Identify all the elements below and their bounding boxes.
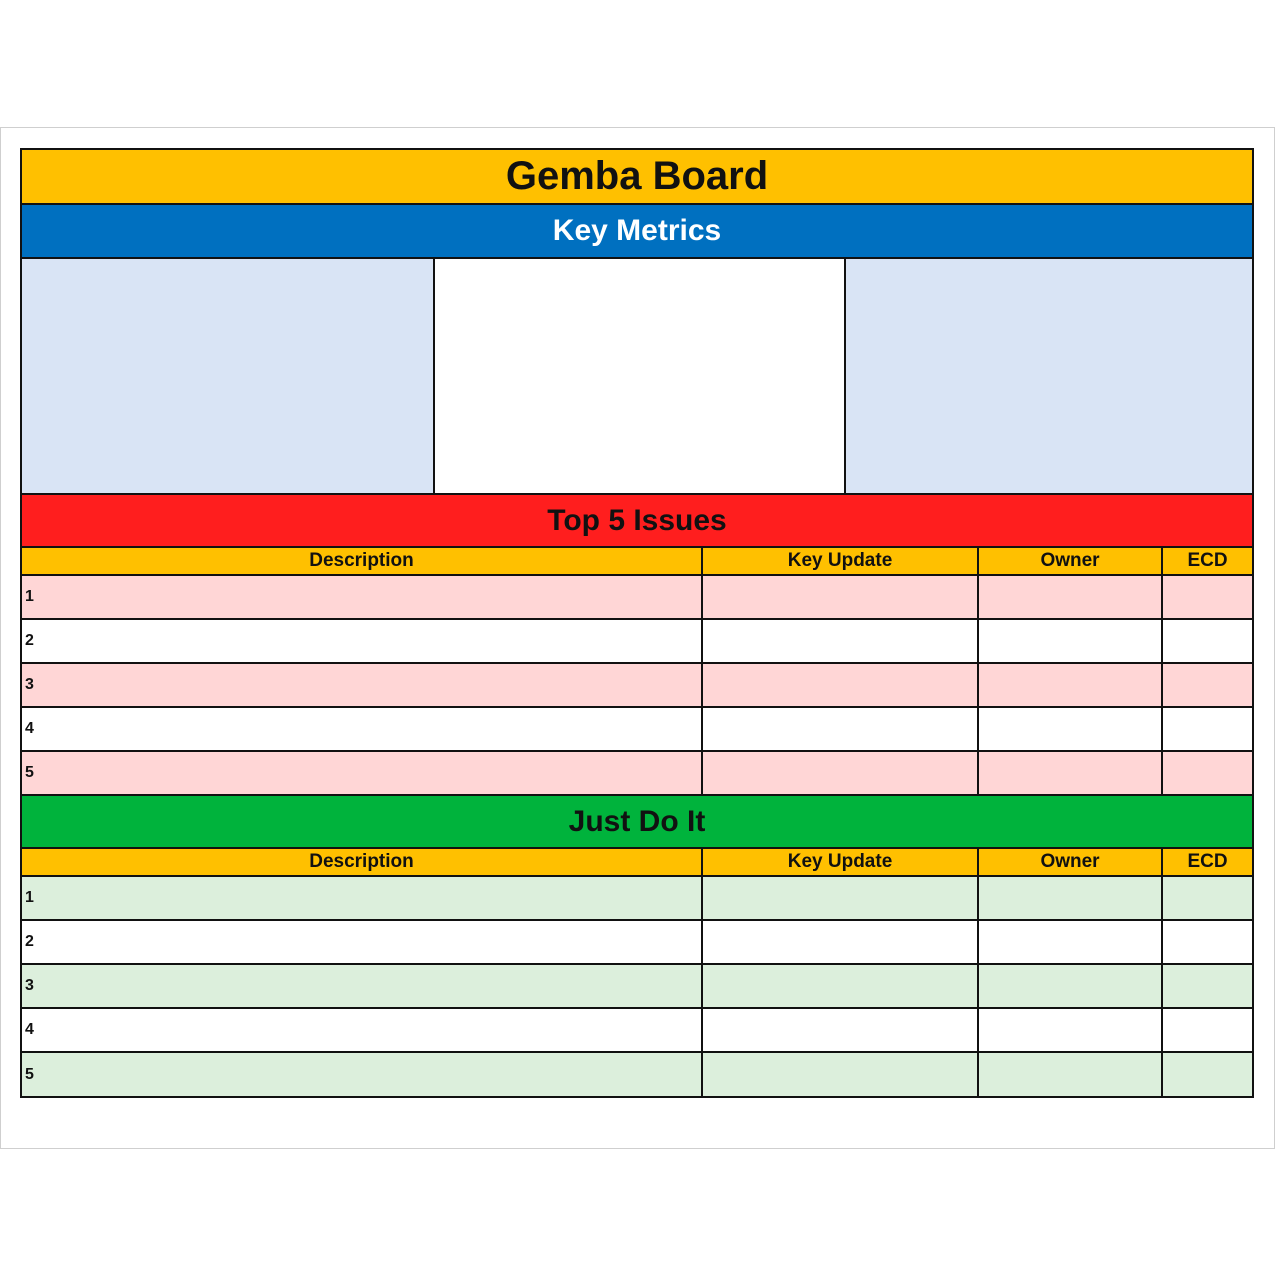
key-metrics-panels bbox=[22, 259, 1252, 495]
just-do-it-header bbox=[22, 796, 1252, 849]
board-title-text: Gemba Board bbox=[505, 154, 769, 198]
table-row bbox=[22, 663, 1252, 707]
ecd-cell[interactable] bbox=[1162, 751, 1252, 795]
table-row bbox=[22, 876, 1252, 920]
column-header-key-update: Key Update bbox=[702, 849, 978, 876]
column-header-description: Description bbox=[22, 548, 702, 575]
key-update-cell[interactable] bbox=[702, 707, 978, 751]
table-row bbox=[22, 1008, 1252, 1052]
key-update-cell[interactable] bbox=[702, 964, 978, 1008]
owner-cell[interactable] bbox=[978, 707, 1162, 751]
table-row bbox=[22, 964, 1252, 1008]
just-do-it-table bbox=[22, 849, 1252, 1096]
table-row bbox=[22, 619, 1252, 663]
owner-cell[interactable] bbox=[978, 876, 1162, 920]
table-row bbox=[22, 920, 1252, 964]
description-cell[interactable]: 5 bbox=[22, 751, 702, 795]
ecd-cell[interactable] bbox=[1162, 1052, 1252, 1096]
column-header-ecd: ECD bbox=[1162, 548, 1252, 575]
table-row bbox=[22, 707, 1252, 751]
key-update-cell[interactable] bbox=[702, 619, 978, 663]
board-title bbox=[22, 150, 1252, 205]
top-issues-title: Top 5 Issues bbox=[547, 503, 727, 537]
metric-panel-center[interactable] bbox=[433, 259, 844, 493]
column-header-key-update: Key Update bbox=[702, 548, 978, 575]
just-do-it-column-headers bbox=[22, 849, 1252, 876]
key-metrics-header bbox=[22, 205, 1252, 259]
description-cell[interactable]: 3 bbox=[22, 663, 702, 707]
key-update-cell[interactable] bbox=[702, 575, 978, 619]
ecd-cell[interactable] bbox=[1162, 663, 1252, 707]
column-header-owner: Owner bbox=[978, 849, 1162, 876]
owner-cell[interactable] bbox=[978, 575, 1162, 619]
key-update-cell[interactable] bbox=[702, 876, 978, 920]
description-cell[interactable]: 4 bbox=[22, 1008, 702, 1052]
owner-cell[interactable] bbox=[978, 751, 1162, 795]
top-issues-column-headers bbox=[22, 548, 1252, 575]
owner-cell[interactable] bbox=[978, 1052, 1162, 1096]
owner-cell[interactable] bbox=[978, 619, 1162, 663]
ecd-cell[interactable] bbox=[1162, 575, 1252, 619]
ecd-cell[interactable] bbox=[1162, 920, 1252, 964]
column-header-owner: Owner bbox=[978, 548, 1162, 575]
gemba-board bbox=[20, 148, 1254, 1098]
owner-cell[interactable] bbox=[978, 663, 1162, 707]
column-header-description: Description bbox=[22, 849, 702, 876]
ecd-cell[interactable] bbox=[1162, 619, 1252, 663]
description-cell[interactable]: 4 bbox=[22, 707, 702, 751]
key-update-cell[interactable] bbox=[702, 751, 978, 795]
ecd-cell[interactable] bbox=[1162, 1008, 1252, 1052]
ecd-cell[interactable] bbox=[1162, 707, 1252, 751]
key-metrics-title: Key Metrics bbox=[552, 214, 722, 247]
owner-cell[interactable] bbox=[978, 964, 1162, 1008]
description-cell[interactable]: 1 bbox=[22, 575, 702, 619]
description-cell[interactable]: 3 bbox=[22, 964, 702, 1008]
owner-cell[interactable] bbox=[978, 1008, 1162, 1052]
table-row bbox=[22, 1052, 1252, 1096]
ecd-cell[interactable] bbox=[1162, 876, 1252, 920]
description-cell[interactable]: 1 bbox=[22, 876, 702, 920]
top-issues-table bbox=[22, 548, 1252, 796]
key-update-cell[interactable] bbox=[702, 663, 978, 707]
description-cell[interactable]: 2 bbox=[22, 619, 702, 663]
column-header-ecd: ECD bbox=[1162, 849, 1252, 876]
ecd-cell[interactable] bbox=[1162, 964, 1252, 1008]
top-issues-header bbox=[22, 495, 1252, 548]
just-do-it-title: Just Do It bbox=[568, 804, 706, 838]
owner-cell[interactable] bbox=[978, 920, 1162, 964]
table-row bbox=[22, 575, 1252, 619]
description-cell[interactable]: 5 bbox=[22, 1052, 702, 1096]
key-update-cell[interactable] bbox=[702, 920, 978, 964]
table-row bbox=[22, 751, 1252, 795]
metric-panel-left[interactable] bbox=[22, 259, 433, 493]
key-update-cell[interactable] bbox=[702, 1052, 978, 1096]
key-update-cell[interactable] bbox=[702, 1008, 978, 1052]
metric-panel-right[interactable] bbox=[844, 259, 1252, 493]
description-cell[interactable]: 2 bbox=[22, 920, 702, 964]
